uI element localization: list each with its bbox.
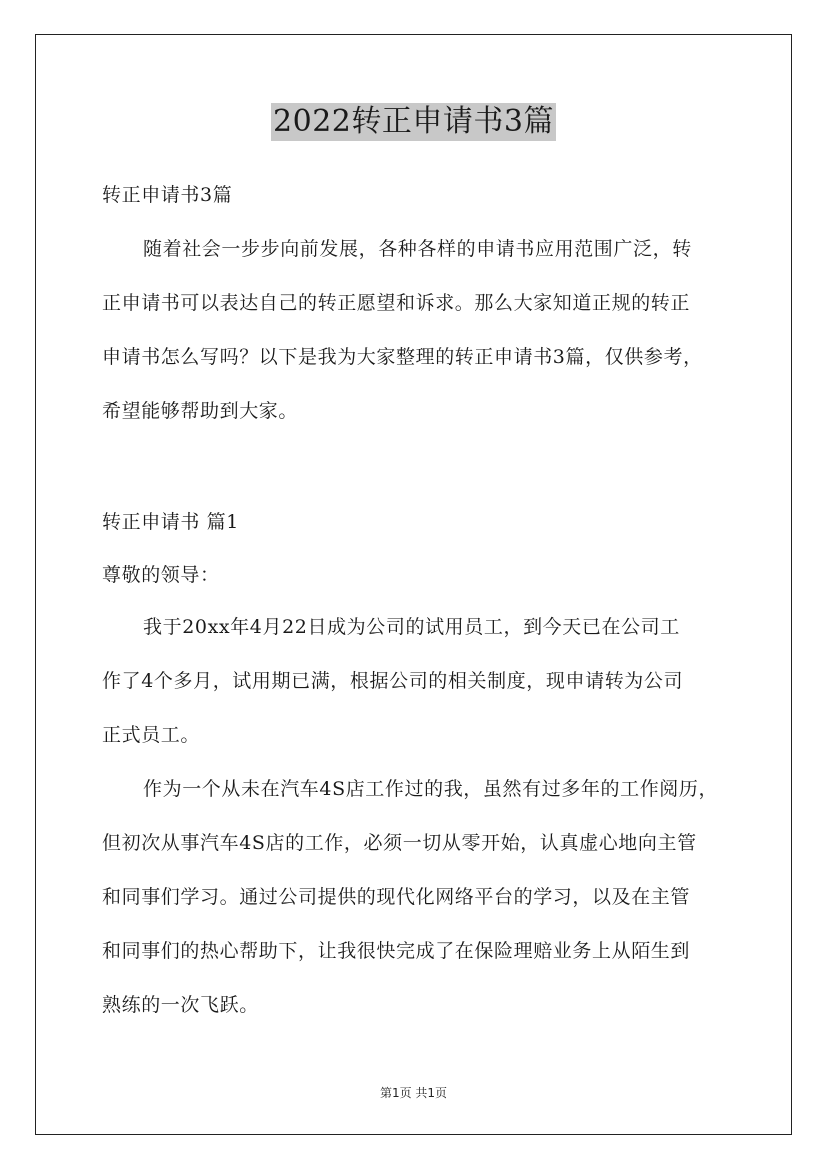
intro-paragraph	[102, 222, 727, 438]
paragraph-line: 作了4个多月，试用期已满，根据公司的相关制度，现申请转为公司	[102, 670, 684, 692]
paragraph-line: 作为一个从未在汽车4S店工作过的我，虽然有过多年的工作阅历，	[143, 778, 719, 800]
paragraph-line: 我于20xx年4月22日成为公司的试用员工，到今天已在公司工	[143, 616, 680, 638]
intro-line: 随着社会一步步向前发展，各种各样的申请书应用范围广泛，转	[143, 238, 692, 260]
page-footer: 第1页 共1页	[379, 1086, 448, 1100]
document-title: 2022转正申请书3篇	[273, 104, 554, 139]
intro-line: 希望能够帮助到大家。	[102, 400, 299, 422]
paragraph-line: 和同事们的热心帮助下，让我很快完成了在保险理赔业务上从陌生到	[102, 940, 691, 962]
intro-line: 正申请书可以表达自己的转正愿望和诉求。那么大家知道正规的转正	[102, 292, 691, 314]
paragraph-1	[102, 600, 727, 762]
intro-line: 申请书怎么写吗？以下是我为大家整理的转正申请书3篇，仅供参考，	[102, 346, 703, 368]
document-title-wrap	[0, 103, 827, 141]
paragraph-line: 正式员工。	[102, 724, 201, 746]
salutation: 尊敬的领导：	[102, 564, 220, 586]
document-subtitle: 转正申请书3篇	[102, 184, 233, 206]
paragraph-line: 但初次从事汽车4S店的工作，必须一切从零开始，认真虚心地向主管	[102, 832, 697, 854]
paragraph-line: 和同事们学习。通过公司提供的现代化网络平台的学习，以及在主管	[102, 886, 691, 908]
paragraph-2	[102, 762, 727, 1032]
paragraph-line: 熟练的一次飞跃。	[102, 994, 259, 1016]
section-heading: 转正申请书 篇1	[102, 511, 239, 533]
